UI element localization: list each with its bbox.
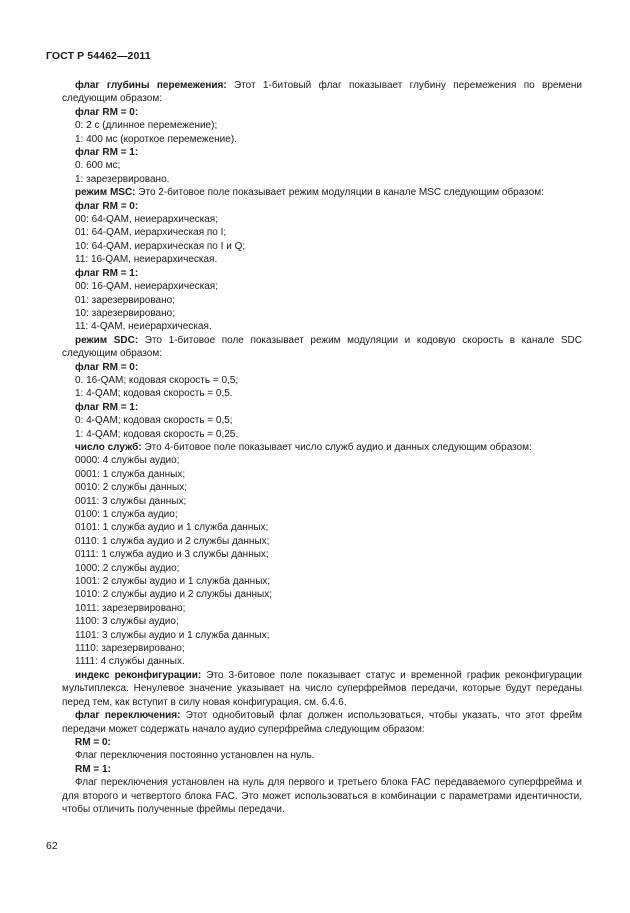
line: 0100: 1 служба аудио; (75, 509, 178, 520)
line: 1: 4-QAM; кодовая скорость = 0,25. (75, 428, 239, 440)
line: 1: зарезервировано. (75, 173, 170, 185)
line: 0011: 3 службы данных; (75, 495, 187, 507)
line: 01: зарезервировано; (75, 294, 175, 306)
term-toggle-flag: флаг переключения: (75, 710, 181, 722)
line: 10: 64-QAM, иерархическая по I и Q; (75, 240, 246, 252)
line: 1001: 2 службы аудио и 1 служба данных; (75, 576, 271, 588)
line: флаг RM = 0: (75, 200, 139, 212)
line: 1011: зарезервировано; (75, 602, 186, 614)
document-header: ГОСТ Р 54462—2011 (46, 50, 151, 62)
line: 0110: 1 служба аудио и 2 службы данных; (75, 535, 270, 547)
line: 1101: 3 службы аудио и 1 служба данных; (75, 629, 270, 641)
line: RM = 1: (75, 763, 111, 775)
line: 0: 2 с (длинное перемежение); (75, 120, 218, 132)
line: флаг RM = 1: (75, 147, 139, 159)
line: 0001: 1 служба данных; (75, 468, 186, 480)
line: 1010: 2 службы аудио и 2 службы данных; (75, 589, 273, 601)
line: 1110: зарезервировано; (75, 643, 185, 655)
line: 01: 64-QAM, иерархическая по I; (75, 227, 227, 239)
line: 1000: 2 службы аудио; (75, 562, 180, 574)
line: 0010: 2 службы данных; (75, 482, 187, 494)
line: 0101: 1 служба аудио и 1 служба данных; (75, 522, 269, 534)
line: 0. 600 мс; (75, 160, 121, 172)
line: Флаг переключения постоянно установлен на нуль. (75, 750, 315, 762)
term-reconfiguration-index: индекс реконфигурации: (75, 669, 202, 681)
line: 0111: 1 служба аудио и 3 службы данных; (75, 549, 269, 561)
line: флаг RM = 0: (75, 106, 139, 118)
term-number-of-services: число служб: (75, 441, 142, 453)
paragraph-toggle-flag-rm1: Флаг переключения установлен на нуль для первого и третьего блока FAC передаваемого суперфрейма и для второго и четвертого блока FAC. Это может использоваться в комбинации с параметрами идентичности, чтобы отличить полученные фреймы передачи. (62, 777, 582, 815)
line: 0: 4-QAM; кодовая скорость = 0,5; (75, 415, 233, 427)
paragraph-toggle-flag: флаг переключения: Этот однобитовый флаг должен использоваться, чтобы указать, что этот фрейм передачи может содержать начало аудио суперфрейма следующим образом: (62, 710, 582, 735)
term-msc-mode: режим MSC: (75, 187, 136, 199)
line: 1: 400 мс (короткое перемежение). (75, 133, 237, 145)
paragraph-interleaving-flag: флаг глубины перемежения: Этот 1-битовый флаг показывает глубину перемежения по времени следующим образом: (62, 80, 583, 105)
line: RM = 0: (75, 736, 111, 748)
line: 1: 4-QAM; кодовая скорость = 0,5. (75, 388, 233, 400)
line: флаг RM = 0: (75, 361, 139, 373)
line: флаг RM = 1: (75, 267, 139, 279)
paragraph-sdc-mode: режим SDC: Это 1-битовое поле показывает режим модуляции и кодовую скорость в канале SDC следующим образом: (62, 334, 582, 360)
line: 1100: 3 службы аудио; (75, 616, 179, 628)
line: 1111: 4 службы данных. (75, 656, 185, 668)
page-content (62, 79, 582, 816)
line: флаг RM = 1: (75, 401, 139, 413)
line: 11: 16-QAM, неиерархическая. (75, 254, 218, 266)
term-interleaving-flag: флаг глубины перемежения: (75, 80, 227, 91)
line: 11: 4-QAM, неиерархическая. (75, 321, 212, 333)
page-number: 62 (46, 840, 58, 852)
paragraph-reconfiguration-index: индекс реконфигурации: Это 3-битовое поле показывает статус и временной график реконфигурации мультиплекса. Ненулевое значение указывает на число суперфреймов передачи, которые будут переданы перед тем, как вступит в силу новая конфигурация, см. 6.4.6. (62, 669, 582, 708)
paragraph-number-of-services: число служб: Это 4-битовое поле показывает число служб аудио и данных следующим образом: (75, 441, 532, 453)
line: 00: 64-QAM, неиерархическая; (75, 214, 218, 226)
paragraph-msc-mode: режим MSC: Это 2-битовое поле показывает режим модуляции в канале MSC следующим образом: (75, 187, 544, 199)
line: 10: зарезервировано; (75, 307, 175, 319)
line: 00: 16-QAM, неиерархическая; (75, 281, 218, 293)
line: 0. 16-QAM; кодовая скорость = 0,5; (75, 374, 239, 386)
line: 0000: 4 службы аудио; (75, 455, 180, 467)
term-sdc-mode: режим SDC: (75, 334, 139, 346)
